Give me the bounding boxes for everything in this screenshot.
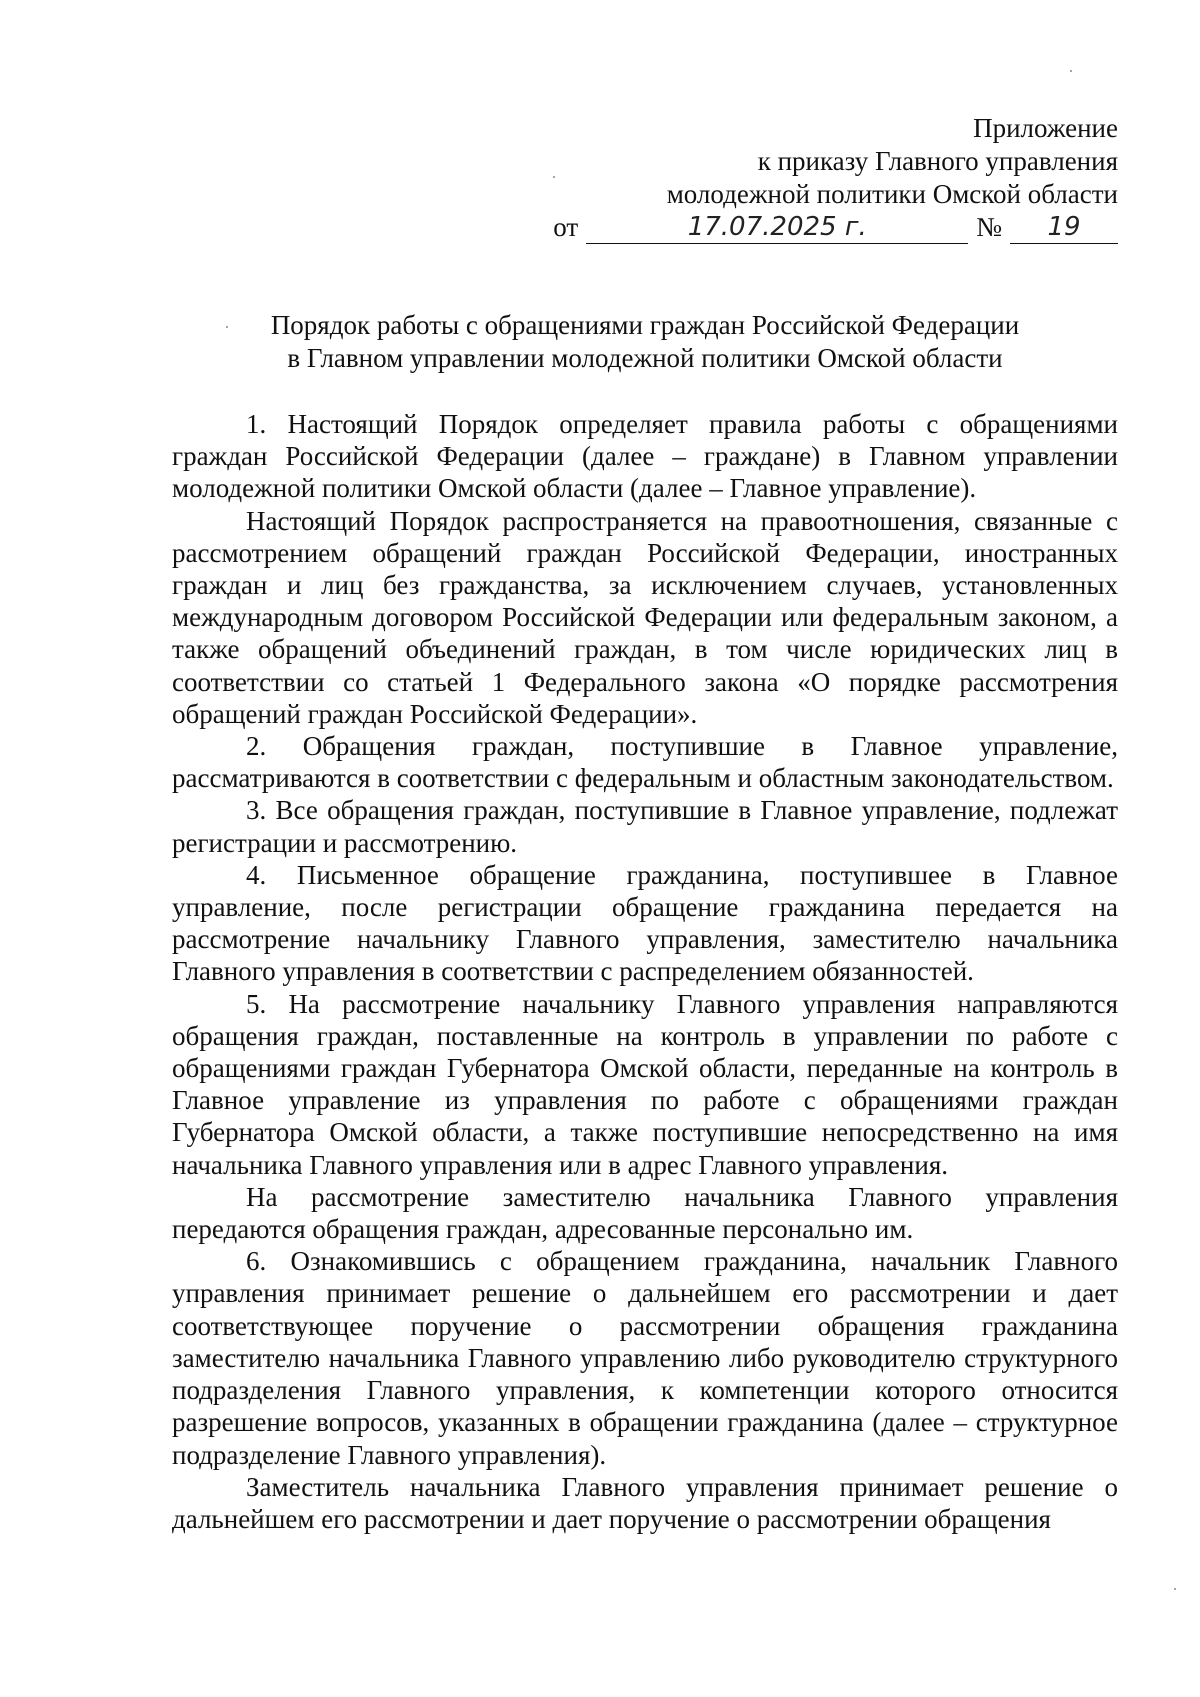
paragraph-1: 1. Настоящий Порядок определяет правила работы с обращениями граждан Российской Федерации (далее – граждане) в Главном управлении молодежной политики Омской области (далее – Главное управление).: [172, 409, 1118, 504]
handwritten-date: 17.07.2025 г.: [586, 215, 968, 244]
header-line-appendix: Приложение: [973, 113, 1118, 143]
paragraph-4: 4. Письменное обращение гражданина, поступившее в Главное управление, после регистрации обращение гражданина передается на рассмотрение начальнику Главного управления, заместителю начальника Главного управления в соответствии с распределением обязанностей.: [172, 859, 1118, 987]
date-prefix: от: [553, 212, 579, 242]
number-prefix: №: [976, 212, 1002, 242]
scan-speck: [226, 326, 228, 328]
scan-speck: [1070, 70, 1072, 72]
document-title: [172, 309, 1118, 375]
document-body: [172, 408, 1118, 1535]
header-line-organization: молодежной политики Омской области: [666, 179, 1118, 209]
scan-speck: [553, 176, 555, 178]
scan-speck: [1174, 1588, 1176, 1590]
paragraph-5: 5. На рассмотрение начальнику Главного управления направляются обращения граждан, поставленные на контроль в управлении по работе с обращениями граждан Губернатора Омской области, переданные на контроль в Главное управление из управления по работе с обращениями граждан Губернатора Омской области, а также поступившие непосредственно на имя начальника Главного управления или в адрес Главного управления.: [172, 988, 1118, 1180]
date-number-row: [518, 211, 1118, 244]
title-line-1: Порядок работы с обращениями граждан Российской Федерации: [270, 310, 1020, 340]
paragraph-6-deputy: Заместитель начальника Главного управления принимает решение о дальнейшем его рассмотрении и дает поручение о рассмотрении обращения: [172, 1471, 1118, 1534]
handwritten-number: 19: [1010, 215, 1118, 244]
appendix-header: [518, 112, 1118, 244]
paragraph-6: 6. Ознакомившись с обращением гражданина, начальник Главного управления принимает решение о дальнейшем его рассмотрении и дает соответствующее поручение о рассмотрении обращения гражданина заместителю начальника Главного управлению либо руководителю структурного подразделения Главного управления, к компетенции которого относится разрешение вопросов, указанных в обращении гражданина (далее – структурное подразделение Главного управления).: [172, 1246, 1118, 1470]
paragraph-3: 3. Все обращения граждан, поступившие в Главное управление, подлежат регистрации и рассмотрению.: [172, 795, 1118, 858]
paragraph-2: 2. Обращения граждан, поступившие в Главное управление, рассматриваются в соответствии с федеральным и областным законодательством.: [172, 731, 1118, 794]
paragraph-5-deputy: На рассмотрение заместителю начальника Главного управления передаются обращения граждан, адресованные персонально им.: [172, 1181, 1118, 1245]
paragraph-1-scope: Настоящий Порядок распространяется на правоотношения, связанные с рассмотрением обращений граждан Российской Федерации, иностранных граждан и лиц без гражданства, за исключением случаев, установленных международным договором Российской Федерации или федеральным законом, а также обращений объединений граждан, в том числе юридических лиц в соответствии со статьей 1 Федерального закона «О порядке рассмотрения обращений граждан Российской Федерации».: [172, 505, 1118, 729]
header-line-order-ref: к приказу Главного управления: [757, 146, 1118, 176]
title-line-2: в Главном управлении молодежной политики Омской области: [287, 343, 1003, 373]
